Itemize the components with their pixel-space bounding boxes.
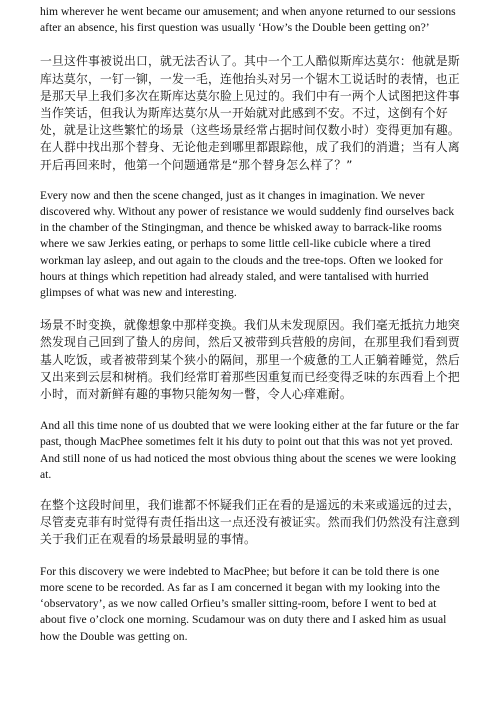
paragraph-zh-3: 在整个这段时间里，我们谁都不怀疑我们正在看的是遥远的未来或遥远的过去，尽管麦克菲有时觉得有责任指出这一点还没有被证实。然而我们仍然没有注意到关于我们正在观看的场景最明显的事情。: [40, 498, 460, 547]
paragraph-en-3: And all this time none of us doubted that we were looking either at the far future or the far past, though MacPhee sometimes felt it his duty to point out that this was not yet proved. And still none of us had noticed the most obvious thing about the scenes we were looking at.: [40, 419, 459, 481]
paragraph-zh-2: 场景不时变换，就像想象中那样变换。我们从未发现原因。我们毫无抵抗力地突然发现自己回到了蛰人的房间，然后又被带到兵营般的房间，在那里我们看到贾基人吃饭，或者被带到某个狭小的隔间，那里一个疲惫的工人正躺着睡觉，然后又出来到云层和树梢。我们经常盯着那些因重复而已经变得乏味的东西看上个把小时，而对新鲜有趣的事物只能匆匆一瞥，令人心痒难耐。: [40, 318, 460, 402]
paragraph-en-1: him wherever he went became our amusement; and when anyone returned to our sessions after an absence, his first question was usually ‘How’s the Double been getting on?’: [40, 5, 456, 35]
paragraph-zh-1: 一旦这件事被说出口，就无法否认了。其中一个工人酷似斯库达莫尔：他就是斯库达莫尔，一钉一铆，一发一毛，连他抬头对另一个锯木工说话时的表情，也正是那天早上我们多次在斯库达莫尔脸上见过的。我们中有一两个人试图把这件事当作笑话，但我认为斯库达莫尔从一开始就对此感到不安。不过，这倒有个好处，就是让这些繁忙的场景（这些场景经常占据时间仅数小时）变得更加有趣。在人群中找出那个替身、无论他走到哪里都跟踪他，成了我们的消遣；当有人离开后再回来时，他第一个问题通常是“那个替身怎么样了？”: [40, 54, 460, 172]
paragraph-en-4: For this discovery we were indebted to MacPhee; but before it can be told there is one more scene to be recorded. As far as I am concerned it began with my looking into the ‘observatory’, as we now called Orfieu’s smaller sitting-room, before I went to bed at about five o’clock one morning. Scudamour was on duty there and I asked him as usual how the Double was getting on.: [40, 564, 447, 643]
paragraph-en-2: Every now and then the scene changed, just as it changes in imagination. We never discovered why. Without any power of resistance we would suddenly find ourselves back in the chamber of the Stingingman, and thence be whisked away to barrack-like rooms where we saw Jerkies eating, or perhaps to some little cell-like cubicle where a tired workman lay asleep, and out again to the clouds and the tree-tops. Often we looked for hours at things which repetition had already staled, and were tantalised with hurried glimpses of what was new and interesting.: [40, 188, 455, 300]
